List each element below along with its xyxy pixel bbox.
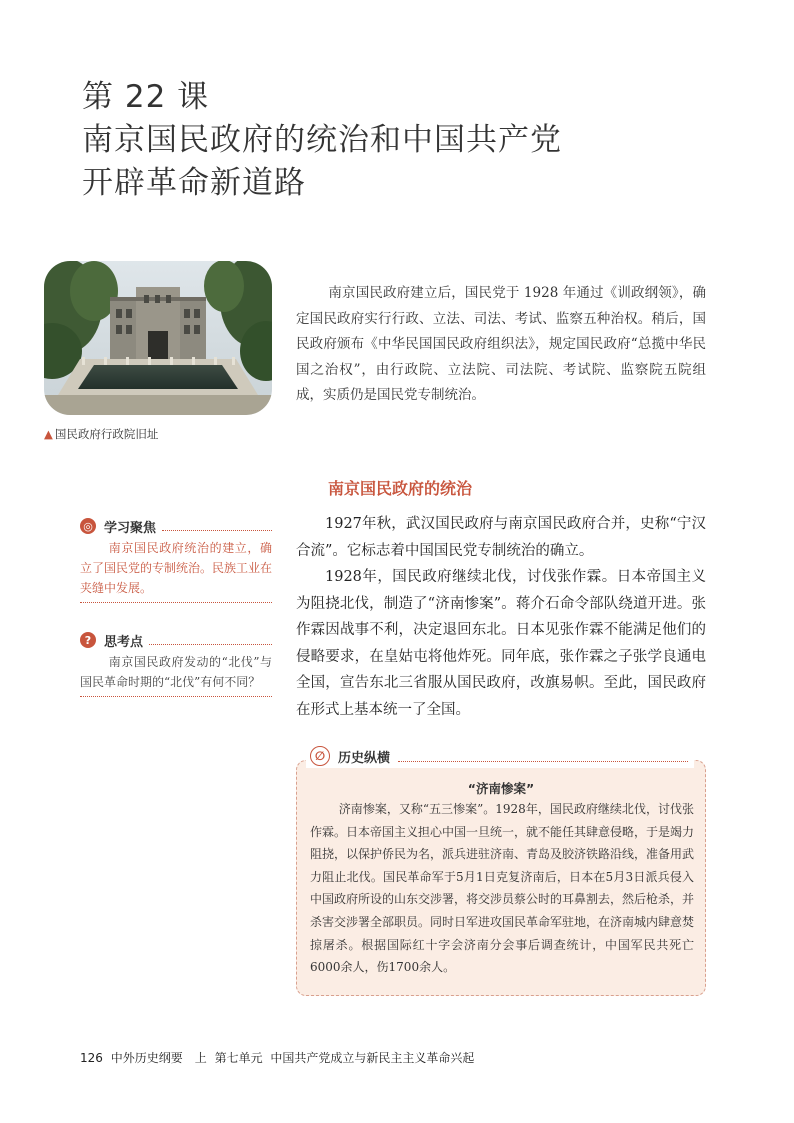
- history-icon: ∅: [310, 746, 330, 766]
- question-icon: ?: [80, 632, 96, 648]
- think-point-text: 南京国民政府发动的“北伐”与国民革命时期的“北伐”有何不同？: [80, 655, 272, 689]
- lesson-title-line-2: 开辟革命新道路: [82, 165, 306, 201]
- book-title: 中外历史纲要 上: [110, 1051, 207, 1065]
- dotted-divider: [398, 750, 688, 762]
- page-number: 126: [80, 1051, 103, 1065]
- body-paragraph: 1928年，国民政府继续北伐，讨伐张作霖。日本帝国主义为阻挠北伐，制造了“济南惨案”。蒋介石命令部队绕道开进。张作霖因战事不利，决定退回东北。日本见张作霖不能满足他们的侵略要求，在皇姑屯将他炸死。同年底，张作霖之子张学良通电全国，宣告东北三省服从国民政府，改旗易帜。至此，国民政府在形式上基本统一了全国。: [296, 569, 706, 718]
- dotted-divider: [149, 635, 272, 645]
- dotted-divider: [80, 602, 272, 603]
- lesson-number: 第 22 课: [82, 79, 210, 115]
- history-box-body: [310, 798, 694, 979]
- learning-focus-header: [80, 516, 272, 536]
- history-box-label: 历史纵横: [338, 750, 391, 766]
- history-box-header: [306, 744, 694, 768]
- history-box-text: 济南惨案，又称“五三惨案”。1928年，国民政府继续北伐，讨伐张作霖。日本帝国主义担心中国一旦统一，就不能任其肆意侵略，于是竭力阻挠，以保护侨民为名，派兵进驻济南、青岛及胶济铁路沿线，准备用武力阻止北伐。国民革命军于5月1日克复济南后，日本在5月3日派兵侵入中国政府所设的山东交涉署，将交涉员蔡公时的耳鼻割去，然后枪杀，并杀害交涉署全部职员。同时日军进攻国民革命军驻地，在济南城内肆意焚掠屠杀。根据国际红十字会济南分会事后调查统计，中国军民共死亡6000余人，伤1700余人。: [310, 802, 695, 975]
- intro-paragraph: [296, 281, 706, 409]
- intro-text: 南京国民政府建立后，国民党于 1928 年通过《训政纲领》，确定国民政府实行行政、立法、司法、考试、监察五种治权。稍后，国民政府颁布《中华民国国民政府组织法》，规定国民政府“总揽中华民国之治权”，由行政院、立法院、司法院、考试院、监察院五院组成，实质仍是国民党专制统治。: [296, 285, 706, 403]
- learning-focus-box: [80, 516, 272, 603]
- building-illustration: [44, 261, 272, 415]
- learning-focus-label: 学习聚焦: [104, 520, 157, 536]
- lesson-title-line-1: 南京国民政府的统治和中国共产党: [82, 122, 562, 158]
- think-point-label: 思考点: [104, 634, 144, 650]
- history-box-title: “济南惨案”: [467, 781, 535, 796]
- learning-focus-text: 南京国民政府统治的建立，确立了国民党的专制统治。民族工业在夹缝中发展。: [80, 541, 273, 595]
- triangle-icon: ▲: [44, 427, 53, 441]
- unit-title: 中国共产党成立与新民主主义革命兴起: [270, 1051, 475, 1065]
- section-heading: 南京国民政府的统治: [328, 479, 473, 498]
- lesson-title: [82, 76, 562, 205]
- photo-caption: [44, 426, 158, 442]
- page-footer: [80, 1049, 478, 1066]
- body-paragraph: 1927年秋，武汉国民政府与南京国民政府合并，史称“宁汉合流”。它标志着中国国民党专制统治的确立。: [296, 516, 706, 559]
- think-point-box: [80, 630, 272, 697]
- building-photo: [44, 261, 272, 415]
- think-point-header: [80, 630, 272, 650]
- section-body: [296, 511, 706, 723]
- dotted-divider: [80, 696, 272, 697]
- dotted-divider: [162, 521, 272, 531]
- photo-caption-text: 国民政府行政院旧址: [54, 427, 159, 441]
- target-icon: ◎: [80, 518, 96, 534]
- unit-number: 第七单元: [214, 1051, 263, 1065]
